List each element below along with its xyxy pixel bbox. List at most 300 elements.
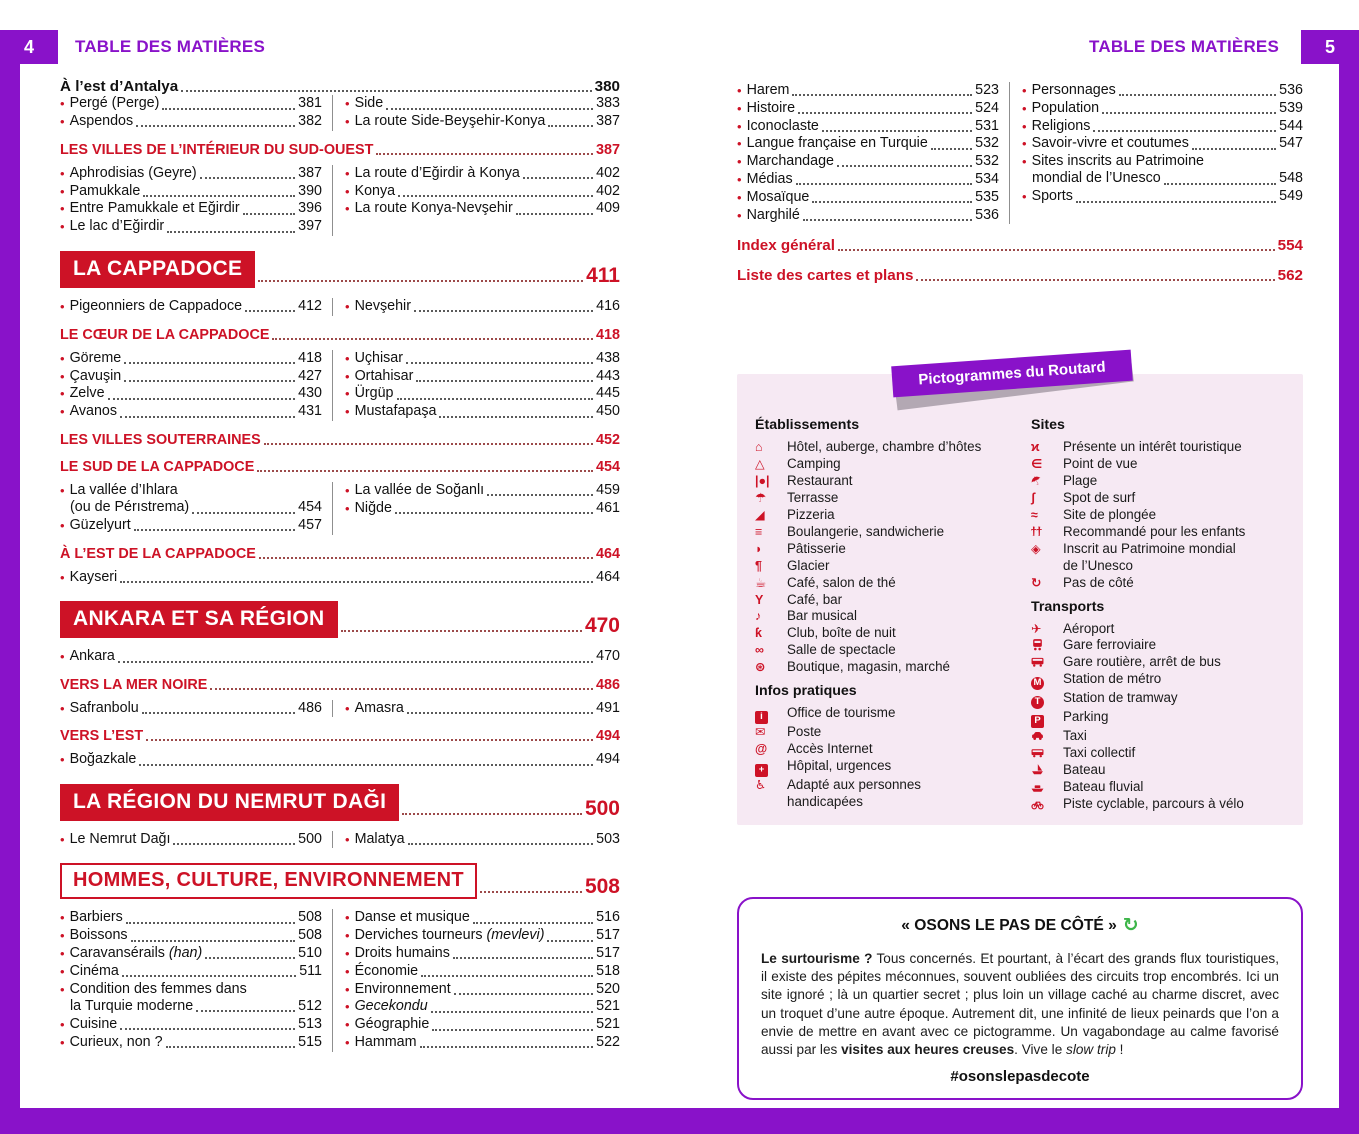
- toc-column-right: [1009, 82, 1303, 224]
- page-number: 416: [596, 298, 620, 315]
- toc-subheading: [60, 459, 620, 475]
- page-number: 409: [596, 200, 620, 217]
- callout-hashtag: #osonslepasdecote: [950, 1068, 1090, 1086]
- entry-label: Güzelyurt: [69, 517, 131, 534]
- bullet-icon: •: [345, 946, 350, 962]
- entry-label: Personnages: [1031, 82, 1116, 98]
- entry-label: Sports: [1031, 188, 1073, 205]
- entry-label: Iconoclaste: [746, 117, 819, 134]
- toc-subheading: [60, 432, 620, 448]
- diving-icon: ≈: [1031, 508, 1038, 522]
- legend-item: [1031, 439, 1289, 456]
- bullet-icon: •: [345, 404, 350, 420]
- page-number: 402: [596, 164, 620, 181]
- dotted-leader: [406, 362, 593, 364]
- bullet-icon: •: [1022, 118, 1027, 134]
- toc-entry: [60, 927, 322, 944]
- entry-label: mondial de l’Unesco: [1032, 170, 1161, 187]
- bullet-icon: •: [737, 207, 742, 223]
- legend-item: [1031, 507, 1289, 524]
- tram-icon: T: [1031, 690, 1063, 709]
- dotted-leader: [798, 112, 972, 114]
- parking-icon: P: [1031, 709, 1063, 728]
- page-number: 461: [596, 499, 620, 516]
- legend-item-label: Gare ferroviaire: [1063, 637, 1157, 653]
- dotted-leader: [173, 843, 295, 845]
- callout-text-segment: . Vive le: [1014, 1042, 1067, 1058]
- legend-item: [1031, 654, 1289, 671]
- legend-item: [755, 507, 1031, 524]
- toc-entry: [1022, 135, 1303, 152]
- toc-column-right: [332, 909, 620, 1051]
- bullet-icon: •: [60, 404, 65, 420]
- legend-item: [1031, 779, 1289, 796]
- dotted-leader: [516, 213, 593, 215]
- dotted-leader: [259, 557, 593, 559]
- bullet-icon: •: [345, 928, 350, 944]
- page-number: 387: [596, 113, 620, 130]
- toc-chapter-banner: [60, 863, 620, 899]
- legend-item: [755, 592, 1031, 609]
- toc-subheading: [60, 677, 620, 693]
- legend-item: [755, 456, 1031, 473]
- bullet-icon: •: [60, 981, 65, 997]
- legend-group-title: Établissements: [755, 417, 860, 434]
- toc-entry: [345, 500, 620, 517]
- toc-entry: [60, 945, 322, 962]
- legend-item-label: Office de tourisme: [787, 705, 896, 721]
- pictogram-legend-box: [737, 358, 1303, 824]
- legend-item: [755, 659, 1031, 676]
- toc-column-left: [737, 82, 1009, 224]
- page-number: 396: [298, 200, 322, 217]
- step-aside-icon: ↻: [1031, 575, 1042, 590]
- page-number: 412: [298, 298, 322, 315]
- dotted-leader: [122, 975, 296, 977]
- toc-entry: [345, 945, 620, 962]
- toc-entry: [60, 183, 322, 200]
- toc-entry: [345, 298, 620, 315]
- entry-label: La vallée d’Ihlara: [69, 482, 178, 499]
- entry-label: Mustafapaşa: [354, 403, 437, 420]
- page-number: 513: [298, 1015, 322, 1032]
- toc-entry: [737, 82, 999, 99]
- dotted-leader: [124, 362, 295, 364]
- entry-label: Çavuşin: [69, 367, 122, 384]
- dotted-leader: [420, 1046, 594, 1048]
- toc-right-columns: [737, 82, 1303, 224]
- toc-column-left: [60, 298, 332, 316]
- legend-item: [755, 758, 1031, 777]
- legend-item-label: Accès Internet: [787, 740, 873, 756]
- legend-item-label: Glacier: [787, 557, 830, 573]
- legend-item: [755, 625, 1031, 642]
- toc-column-left: [60, 165, 332, 236]
- page-number: 380: [594, 78, 620, 95]
- page-number: 535: [975, 188, 999, 205]
- toc-entry: [345, 1034, 620, 1051]
- chapter-page-number: 508: [584, 875, 620, 899]
- page-number: 381: [298, 95, 322, 112]
- legend-item: [755, 642, 1031, 659]
- dotted-leader: [432, 1029, 593, 1031]
- chapter-page-number: 470: [584, 614, 620, 638]
- post-office-icon: ✉: [755, 725, 766, 740]
- page-number: 521: [596, 998, 620, 1015]
- dotted-leader: [376, 153, 593, 155]
- subheading-label: LES VILLES DE L’INTÉRIEUR DU SUD-OUEST: [60, 141, 374, 158]
- toc-entry: [345, 998, 620, 1015]
- dotted-leader: [134, 529, 295, 531]
- callout-text-segment: slow trip: [1066, 1042, 1116, 1058]
- right-margin-strip: [1339, 30, 1359, 1134]
- bullet-icon: •: [60, 183, 65, 199]
- page-number: 531: [975, 117, 999, 134]
- page-number: 508: [298, 927, 322, 944]
- entry-label: Ankara: [69, 648, 115, 665]
- internet-icon: @: [755, 741, 768, 756]
- legend-item-label: Présente un intérêt touristique: [1063, 439, 1242, 455]
- dotted-leader: [421, 975, 593, 977]
- bullet-icon: •: [345, 910, 350, 926]
- page-number: 387: [298, 164, 322, 181]
- dotted-leader: [1119, 94, 1276, 96]
- bike-path-icon: [1031, 796, 1063, 813]
- dotted-leader: [120, 416, 295, 418]
- dotted-leader: [838, 249, 1275, 251]
- legend-item-label: Bateau: [1063, 761, 1106, 777]
- page-number: 470: [596, 648, 620, 665]
- legend-item: [1031, 690, 1289, 709]
- beach-icon: ☂: [1028, 472, 1045, 491]
- bullet-icon: •: [60, 368, 65, 384]
- page-number: 511: [299, 962, 322, 979]
- legend-item: [755, 741, 1031, 758]
- tourist-office-icon: i: [755, 705, 787, 724]
- entry-label: Ürgüp: [354, 385, 394, 402]
- bullet-icon: •: [60, 518, 65, 534]
- entry-label: (ou de Pérıstrema): [70, 499, 190, 516]
- toc-column-right: [332, 700, 620, 718]
- toc-entry: [345, 200, 620, 217]
- callout-text-segment: Le surtourisme ?: [761, 950, 873, 966]
- entry-label: Le lac d’Eğirdir: [69, 218, 165, 235]
- entry-label: Mosaïque: [746, 188, 810, 205]
- entry-label: Droits humains: [354, 945, 450, 962]
- page-number: 383: [596, 95, 620, 112]
- page-number: 450: [596, 403, 620, 420]
- dotted-leader: [1102, 112, 1276, 114]
- bullet-icon: •: [345, 831, 350, 847]
- entry-label: Malatya: [354, 830, 405, 847]
- toc-entry: [60, 482, 322, 517]
- dotted-leader: [126, 922, 295, 924]
- dotted-leader: [131, 940, 296, 942]
- page-number: 500: [298, 830, 322, 847]
- entry-label: Göreme: [69, 349, 122, 366]
- callout-text-segment: visites aux heures creuses: [841, 1042, 1015, 1058]
- terrace-icon: ☂: [755, 491, 767, 506]
- dotted-leader: [796, 183, 972, 185]
- dotted-leader: [416, 380, 593, 382]
- toc-entry: [345, 385, 620, 402]
- entry-label: Zelve: [69, 385, 105, 402]
- page-number: 486: [298, 699, 322, 716]
- bullet-icon: •: [345, 483, 350, 499]
- page-number: 562: [1277, 267, 1303, 285]
- toc-column-right: [332, 95, 620, 131]
- bullet-icon: •: [345, 350, 350, 366]
- entry-label: Nevşehir: [354, 298, 411, 315]
- bullet-icon: •: [737, 189, 742, 205]
- entry-label: Narghilé: [746, 206, 800, 223]
- legend-item: [1031, 575, 1289, 592]
- toc-entry: [1022, 82, 1303, 99]
- toc-entry: [60, 113, 322, 130]
- toc-entry: [737, 153, 999, 170]
- legend-item: [755, 439, 1031, 456]
- legend-item: [755, 724, 1031, 741]
- surf-icon: ʃ: [1031, 491, 1036, 506]
- dotted-leader: [822, 130, 972, 132]
- bullet-icon: •: [60, 96, 65, 112]
- bullet-icon: •: [345, 963, 350, 979]
- entry-label: Danse et musique: [354, 909, 470, 926]
- entry-label: Économie: [354, 962, 419, 979]
- entry-label: Konya: [354, 182, 396, 199]
- entry-label: Médias: [746, 170, 793, 187]
- dotted-leader: [1164, 183, 1276, 185]
- bullet-icon: •: [1022, 100, 1027, 116]
- tourist-interest-icon: ϰ: [1031, 440, 1040, 455]
- toc-entry: [345, 482, 620, 499]
- legend-item: [1031, 671, 1289, 690]
- entry-label: Derviches tourneurs (mevlevi): [354, 927, 545, 944]
- page-number: 402: [596, 182, 620, 199]
- toc-entry: [345, 963, 620, 980]
- toc-two-columns: [60, 298, 620, 316]
- bullet-icon: •: [60, 1016, 65, 1032]
- toc-entry: [737, 171, 999, 188]
- bullet-icon: •: [345, 368, 350, 384]
- cafe-tea-icon: ☕: [755, 575, 767, 590]
- hospital-icon: +: [755, 758, 787, 777]
- dotted-leader: [548, 125, 593, 127]
- page-number: 521: [596, 1016, 620, 1033]
- toc-entry: [345, 909, 620, 926]
- legend-item-label: Boulangerie, sandwicherie: [787, 523, 945, 539]
- dotted-leader: [258, 280, 583, 282]
- dotted-leader: [120, 581, 593, 583]
- index-label: Liste des cartes et plans: [737, 267, 914, 285]
- subheading-label: VERS LA MER NOIRE: [60, 676, 208, 693]
- bullet-icon: •: [345, 165, 350, 181]
- legend-item-label: Pas de côté: [1063, 574, 1134, 590]
- callout-title-text: « OSONS LE PAS DE CÔTÉ »: [901, 916, 1117, 934]
- bullet-icon: •: [60, 165, 65, 181]
- dotted-leader: [120, 1028, 295, 1030]
- toc-entry: [737, 189, 999, 206]
- toc-entry: [60, 1016, 322, 1033]
- pictogram-banner: Pictogrammes du Routard: [891, 350, 1133, 398]
- legend-item-label: Inscrit au Patrimoine mondial de l’Unesco: [1063, 540, 1236, 573]
- entry-label: Population: [1031, 99, 1100, 116]
- entry-label: Le Nemrut Dağı: [69, 830, 171, 847]
- disabled-access-icon: ♿: [755, 777, 767, 792]
- dotted-leader: [931, 148, 972, 150]
- legend-item-label: Gare routière, arrêt de bus: [1063, 654, 1221, 670]
- toc-entry: [60, 95, 322, 112]
- dotted-leader: [386, 108, 593, 110]
- page-number: 516: [596, 909, 620, 926]
- page-number: 438: [596, 349, 620, 366]
- bullet-icon: •: [345, 700, 350, 716]
- page-number: 520: [596, 980, 620, 997]
- toc-column-right: [332, 165, 620, 236]
- legend-item-label: Bar musical: [787, 608, 857, 624]
- entry-label: Environnement: [354, 980, 451, 997]
- chapter-banner-label: HOMMES, CULTURE, ENVIRONNEMENT: [60, 863, 477, 899]
- bullet-icon: •: [737, 154, 742, 170]
- legend-item: [1031, 762, 1289, 779]
- page-number: 524: [975, 99, 999, 116]
- page-number: 387: [595, 141, 620, 158]
- dotted-leader: [167, 231, 295, 233]
- page-number: 544: [1279, 117, 1303, 134]
- bullet-icon: •: [737, 171, 742, 187]
- restaurant-icon: |●|: [755, 474, 770, 489]
- dotted-leader: [1192, 148, 1276, 150]
- toc-subheading: [60, 728, 620, 744]
- bullet-icon: •: [345, 114, 350, 130]
- bullet-icon: •: [737, 100, 742, 116]
- pictogram-columns: [755, 410, 1289, 812]
- entry-label: Uçhisar: [354, 349, 404, 366]
- page-number-tab-right: 5: [1301, 30, 1359, 64]
- ice-cream-icon: ¶: [755, 558, 762, 573]
- dotted-leader: [192, 512, 295, 514]
- page-number: 418: [298, 349, 322, 366]
- dotted-leader: [118, 661, 593, 663]
- step-aside-green-icon: ↻: [1122, 914, 1139, 936]
- legend-item: [1031, 796, 1289, 813]
- page-number: 390: [298, 182, 322, 199]
- legend-item: [1031, 728, 1289, 745]
- dotted-leader: [243, 213, 296, 215]
- dotted-leader: [210, 688, 593, 690]
- toc-two-columns: [60, 831, 620, 849]
- page-number: 418: [595, 326, 620, 343]
- legend-item-label: Aéroport: [1063, 620, 1115, 636]
- toc-entry: [60, 751, 620, 768]
- dotted-leader: [341, 630, 582, 632]
- bullet-icon: •: [345, 981, 350, 997]
- bullet-icon: •: [345, 299, 350, 315]
- dotted-leader: [547, 940, 593, 942]
- entry-label: Aphrodisias (Geyre): [69, 164, 197, 181]
- dotted-leader: [146, 739, 593, 741]
- page-number: 431: [298, 403, 322, 420]
- legend-item: [1031, 456, 1289, 473]
- toc-entry: [345, 403, 620, 420]
- entry-label: Harem: [746, 82, 790, 98]
- toc-entry: [1022, 153, 1303, 188]
- page-number: 503: [596, 830, 620, 847]
- entry-label: la Turquie moderne: [70, 997, 194, 1014]
- toc-entry: [60, 648, 620, 665]
- index-entry: [737, 267, 1303, 284]
- pictogram-column: [1028, 410, 1289, 812]
- bullet-icon: •: [1022, 189, 1027, 205]
- bullet-icon: •: [737, 136, 742, 152]
- dotted-leader: [916, 279, 1274, 281]
- chapter-banner-label: ANKARA ET SA RÉGION: [60, 601, 338, 638]
- page-number: 486: [595, 676, 620, 693]
- bus-station-icon: [1031, 654, 1063, 671]
- legend-item: [755, 777, 1031, 811]
- dotted-leader: [205, 957, 295, 959]
- page-number: 494: [596, 751, 620, 768]
- bullet-icon: •: [345, 201, 350, 217]
- dotted-leader: [408, 843, 594, 845]
- toc-entry: [60, 1034, 322, 1051]
- entry-label: Avanos: [69, 403, 117, 420]
- bullet-icon: •: [60, 910, 65, 926]
- toc-entry: [345, 981, 620, 998]
- legend-item-label: Terrasse: [787, 490, 839, 506]
- toc-column-left: [60, 350, 332, 421]
- page-number: 464: [596, 568, 620, 585]
- page-number: 536: [1279, 82, 1303, 98]
- legend-item-label: Poste: [787, 724, 822, 740]
- callout-paragraph: [761, 950, 1279, 1060]
- legend-item: [755, 558, 1031, 575]
- page-number: 548: [1279, 170, 1303, 187]
- page-number: 554: [1277, 237, 1303, 255]
- callout-text-segment: !: [1115, 1042, 1124, 1058]
- entry-label: Side: [354, 95, 384, 112]
- toc-entry: [1022, 118, 1303, 135]
- bottom-band: [0, 1108, 1359, 1134]
- toc-subheading: [60, 546, 620, 562]
- legend-item-label: Point de vue: [1063, 456, 1138, 472]
- entry-label: La route d’Eğirdir à Konya: [354, 164, 520, 181]
- page-number: 517: [596, 945, 620, 962]
- theater-icon: ∞: [755, 643, 764, 658]
- dotted-leader: [142, 712, 295, 714]
- legend-item: [1031, 541, 1289, 575]
- page-number: 464: [595, 545, 620, 562]
- legend-item-label: Club, boîte de nuit: [787, 625, 896, 641]
- legend-item-label: Boutique, magasin, marché: [787, 659, 951, 675]
- entry-label: Barbiers: [69, 909, 123, 926]
- legend-item-label: Pizzeria: [787, 507, 835, 522]
- toc-entry: [345, 350, 620, 367]
- dotted-leader: [402, 813, 582, 815]
- dotted-leader: [1093, 130, 1276, 132]
- subheading-label: LE CŒUR DE LA CAPPADOCE: [60, 326, 270, 343]
- legend-item: [1031, 524, 1289, 541]
- legend-item: [1031, 637, 1289, 654]
- toc-column-right: [332, 298, 620, 316]
- bullet-icon: •: [345, 500, 350, 516]
- bullet-icon: •: [60, 831, 65, 847]
- toc-entry: [737, 207, 999, 224]
- toc-entry: [60, 350, 322, 367]
- toc-entry: [345, 368, 620, 385]
- subheading-label: LE SUD DE LA CAPPADOCE: [60, 459, 255, 476]
- toc-entry: [345, 700, 620, 717]
